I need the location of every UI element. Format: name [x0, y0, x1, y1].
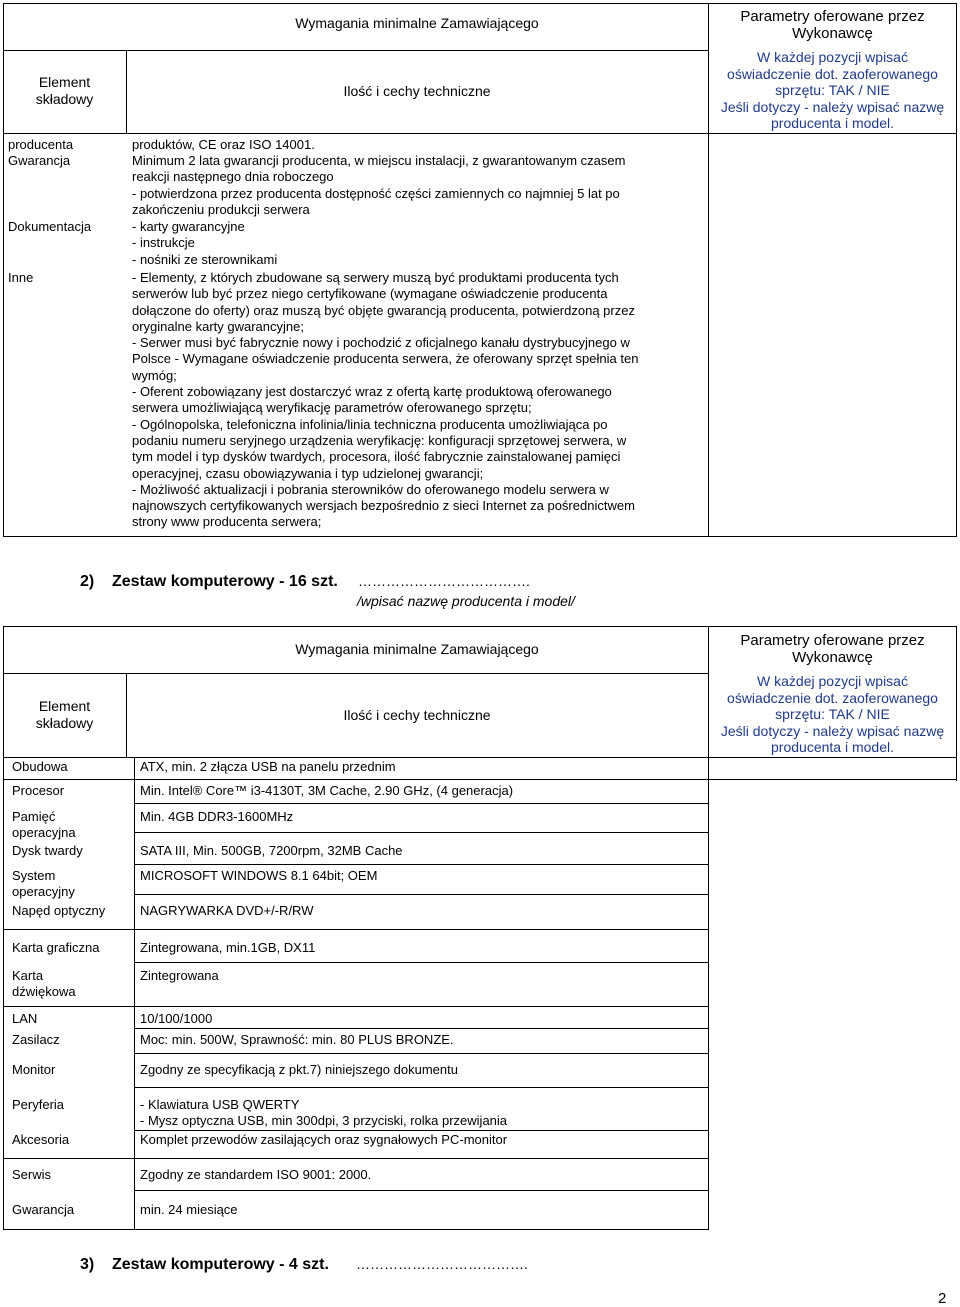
row-text: NAGRYWARKA DVD+/-R/RW — [140, 903, 314, 918]
params-note: W każdej pozycji wpisać oświadczenie dot. zaoferowanego sprzętu: TAK / NIE Jeśli dotyczy - należy wpisać nazwę producenta i model. — [720, 49, 945, 131]
row-label: Serwis — [12, 1167, 52, 1182]
row-label: Obudowa — [12, 759, 68, 774]
row-text: Minimum 2 lata gwarancji producenta, w miejscu instalacji, z gwarantowanym czasem reakcji następnego dnia roboczego - potwierdzona przez producenta dostępność części zamiennych co najmniej 5 lat po zakończeniu produkcji serwera — [132, 153, 626, 217]
row-text: Min. Intel® Core™ i3-4130T, 3M Cache, 2.90 GHz, (4 generacja) — [140, 783, 514, 798]
row-label: Dokumentacja — [8, 219, 92, 234]
section-3-number: 3) — [80, 1256, 95, 1273]
section-3-title: Zestaw komputerowy - 4 szt. — [112, 1256, 329, 1273]
row-label: Gwarancja — [12, 1202, 75, 1217]
quantity-header: Ilość i cechy techniczne — [343, 707, 491, 723]
row-label: Dysk twardy — [12, 843, 83, 858]
row-text: Zgodny ze specyfikacją z pkt.7) niniejszego dokumentu — [140, 1062, 458, 1077]
row-text: Moc: min. 500W, Sprawność: min. 80 PLUS BRONZE. — [140, 1032, 454, 1047]
section-3-dots: ………………………………. — [356, 1256, 528, 1272]
row-text: 10/100/1000 — [140, 1011, 213, 1026]
row-label: Procesor — [12, 783, 65, 798]
row-label: Gwarancja — [8, 153, 71, 168]
requirements-header: Wymagania minimalne Zamawiającego — [295, 15, 539, 31]
section-2-number: 2) — [80, 573, 95, 590]
row-text: Min. 4GB DDR3-1600MHz — [140, 809, 294, 824]
row-label: Pamięć operacyjna — [12, 809, 76, 841]
row-label: Napęd optyczny — [12, 903, 106, 918]
row-text: Zintegrowana — [140, 968, 219, 983]
row-text: produktów, CE oraz ISO 14001. — [132, 137, 315, 152]
row-text: Komplet przewodów zasilających oraz sygnałowych PC-monitor — [140, 1132, 508, 1147]
row-label: Zasilacz — [12, 1032, 60, 1047]
section-2-title: Zestaw komputerowy - 16 szt. — [112, 573, 338, 590]
quantity-header: Ilość i cechy techniczne — [343, 83, 491, 99]
row-text: MICROSOFT WINDOWS 8.1 64bit; OEM — [140, 868, 378, 883]
row-label: LAN — [12, 1011, 38, 1026]
element-header: Element składowy — [35, 698, 94, 731]
row-label: Karta dźwiękowa — [12, 968, 76, 1000]
row-label: Peryferia — [12, 1097, 65, 1112]
element-header: Element składowy — [35, 74, 94, 107]
row-text: - Elementy, z których zbudowane są serwery muszą być produktami producenta tych serwerów lub być przez niego certyfikowane (wymagane oświadczenie producenta dołączone do oferty) oraz muszą być objęte gwarancją producenta, potwierdzoną przez oryginalne karty gwarancyjne; - Serwer musi być fabrycznie nowy i pochodzić z oficjalnego kanału dystrybucyjnego w Polsce - Wymagane oświadczenie producenta serwera, że oferowany sprzęt spełnia ten wymóg; - Oferent zobowiązany jest dostarczyć wraz z ofertą kartę produktową oferowanego serwera umożliwiającą weryfikację parametrów oferowanego sprzętu; - Ogólnopolska, telefoniczna infolinia/linia techniczna producenta umożliwiająca po podaniu numeru seryjnego urządzenia weryfikację: konfiguracji sprzętowej serwera, w tym model i typ dysków twardych, procesora, ilość fabrycznie zainstalowanej pamięci operacyjnej, czasu obowiązywania i typ udzielonej gwarancji; - Możliwość aktualizacji i pobrania sterowników do oferowanego modelu serwera w najnowszych certyfikowanych wersjach bezpośrednio z sieci Internet za pośrednictwem strony www producenta serwera; — [132, 270, 639, 530]
section-2-dots: ………………………………. — [358, 573, 530, 589]
row-text: - karty gwarancyjne - instrukcje - nośniki ze sterownikami — [132, 219, 278, 267]
row-text: Zgodny ze standardem ISO 9001: 2000. — [140, 1167, 372, 1182]
row-text: ATX, min. 2 złącza USB na panelu przednim — [140, 759, 396, 774]
section-2-note: /wpisać nazwę producenta i model/ — [357, 593, 575, 609]
row-label: Inne — [8, 270, 34, 285]
row-label: producenta — [8, 137, 74, 152]
row-label: Karta graficzna — [12, 940, 100, 955]
row-text: min. 24 miesiące — [140, 1202, 238, 1217]
row-text: SATA III, Min. 500GB, 7200rpm, 32MB Cache — [140, 843, 403, 858]
params-header: Parametry oferowane przez Wykonawcę — [740, 8, 925, 42]
page-number: 2 — [938, 1290, 947, 1307]
row-label: System operacyjny — [12, 868, 75, 900]
row-text: Zintegrowana, min.1GB, DX11 — [140, 940, 316, 955]
params-header: Parametry oferowane przez Wykonawcę — [740, 632, 925, 666]
row-label: Monitor — [12, 1062, 56, 1077]
params-note: W każdej pozycji wpisać oświadczenie dot. zaoferowanego sprzętu: TAK / NIE Jeśli dotyczy - należy wpisać nazwę producenta i model. — [720, 673, 945, 755]
requirements-header: Wymagania minimalne Zamawiającego — [295, 641, 539, 657]
row-text: - Klawiatura USB QWERTY - Mysz optyczna USB, min 300dpi, 3 przyciski, rolka przewijania — [140, 1097, 508, 1129]
row-label: Akcesoria — [12, 1132, 70, 1147]
